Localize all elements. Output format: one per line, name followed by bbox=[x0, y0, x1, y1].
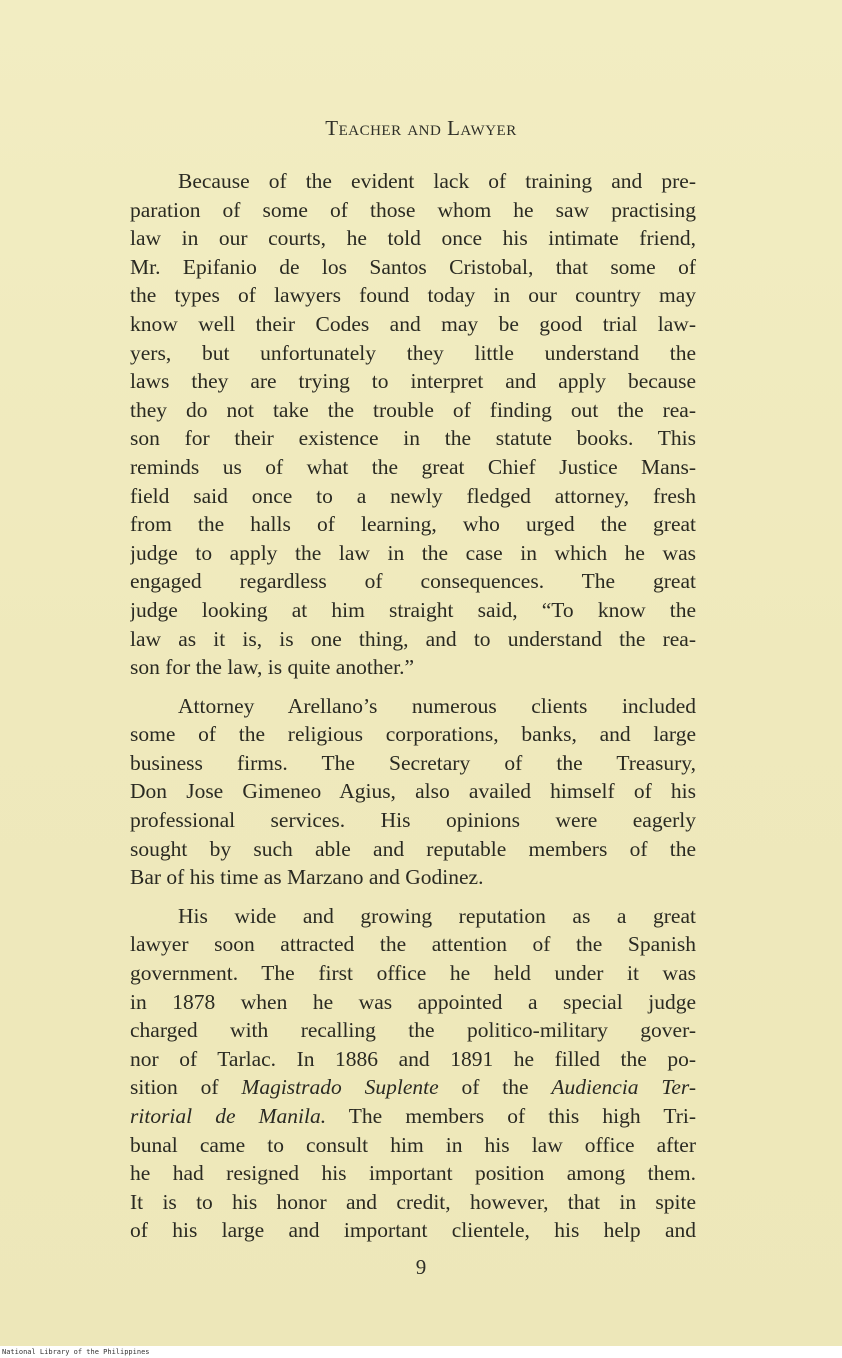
text-line: Bar of his time as Marzano and Godinez. bbox=[130, 865, 484, 890]
paragraph-1 bbox=[130, 167, 696, 682]
text-line: son for the law, is quite another.” bbox=[130, 655, 415, 680]
text-line: business firms. The Secretary of the Treasury, bbox=[130, 750, 696, 775]
text-line: lawyer soon attracted the attention of the Spanish bbox=[130, 932, 696, 957]
text-line: son for their existence in the statute books. This bbox=[130, 426, 696, 451]
text-line: in 1878 when he was appointed a special judge bbox=[130, 989, 696, 1014]
text-line: the types of lawyers found today in our country may bbox=[130, 283, 696, 308]
text-line: law as it is, is one thing, and to understand the rea- bbox=[130, 626, 696, 651]
text-line: laws they are trying to interpret and apply because bbox=[130, 369, 696, 394]
text-line-with-italics bbox=[130, 1073, 696, 1102]
text-line: of his large and important clientele, his help and bbox=[130, 1218, 696, 1243]
text-line: sought by such able and reputable members of the bbox=[130, 836, 696, 861]
paragraph-2 bbox=[130, 692, 696, 892]
running-head: Teacher and Lawyer bbox=[325, 116, 517, 140]
scan-credit: National Library of the Philippines bbox=[2, 1348, 150, 1356]
body-text bbox=[130, 167, 696, 1245]
italic-term-territorial-de-manila: ritorial de Manila. bbox=[130, 1104, 327, 1128]
text-line: His wide and growing reputation as a great bbox=[178, 903, 696, 928]
text-run: sition of bbox=[130, 1075, 242, 1100]
text-line: It is to his honor and credit, however, that in spite bbox=[130, 1189, 696, 1214]
text-line: reminds us of what the great Chief Justice Mans- bbox=[130, 454, 696, 479]
italic-term-audiencia: Audiencia Ter- bbox=[551, 1075, 696, 1100]
text-line: yers, but unfortunately they little understand the bbox=[130, 340, 696, 365]
page-number: 9 bbox=[415, 1255, 427, 1279]
text-line: government. The first office he held under it was bbox=[130, 961, 696, 986]
text-line: some of the religious corporations, banks, and large bbox=[130, 722, 696, 747]
text-line: judge to apply the law in the case in which he was bbox=[130, 540, 696, 565]
text-line: charged with recalling the politico-military gover- bbox=[130, 1018, 696, 1043]
text-line: nor of Tarlac. In 1886 and 1891 he filled the po- bbox=[130, 1046, 696, 1071]
paragraph-3 bbox=[130, 902, 696, 1245]
text-line: from the halls of learning, who urged the great bbox=[130, 512, 696, 537]
text-line: Because of the evident lack of training and pre- bbox=[178, 169, 696, 193]
text-line: Don Jose Gimeneo Agius, also availed himself of his bbox=[130, 779, 696, 804]
text-line: professional services. His opinions were eagerly bbox=[130, 808, 696, 833]
text-line: Attorney Arellano’s numerous clients included bbox=[178, 693, 696, 718]
text-line: they do not take the trouble of finding out the rea- bbox=[130, 397, 696, 422]
text-line: Mr. Epifanio de los Santos Cristobal, that some of bbox=[130, 254, 696, 279]
italic-term-magistrado-suplente: Magistrado Suplente bbox=[241, 1075, 439, 1100]
text-line-with-italics bbox=[130, 1102, 696, 1131]
text-line: law in our courts, he told once his intimate friend, bbox=[130, 226, 696, 251]
text-line: he had resigned his important position among them. bbox=[130, 1161, 696, 1186]
text-line: bunal came to consult him in his law office after bbox=[130, 1132, 696, 1157]
text-line: judge looking at him straight said, “To know the bbox=[130, 597, 696, 622]
text-line: paration of some of those whom he saw practising bbox=[130, 197, 696, 222]
text-run: The members of this high Tri- bbox=[326, 1104, 696, 1128]
text-line: know well their Codes and may be good trial law- bbox=[130, 311, 696, 336]
text-run: of the bbox=[438, 1075, 552, 1100]
text-line: engaged regardless of consequences. The great bbox=[130, 569, 696, 594]
text-line: field said once to a newly fledged attorney, fresh bbox=[130, 483, 696, 508]
